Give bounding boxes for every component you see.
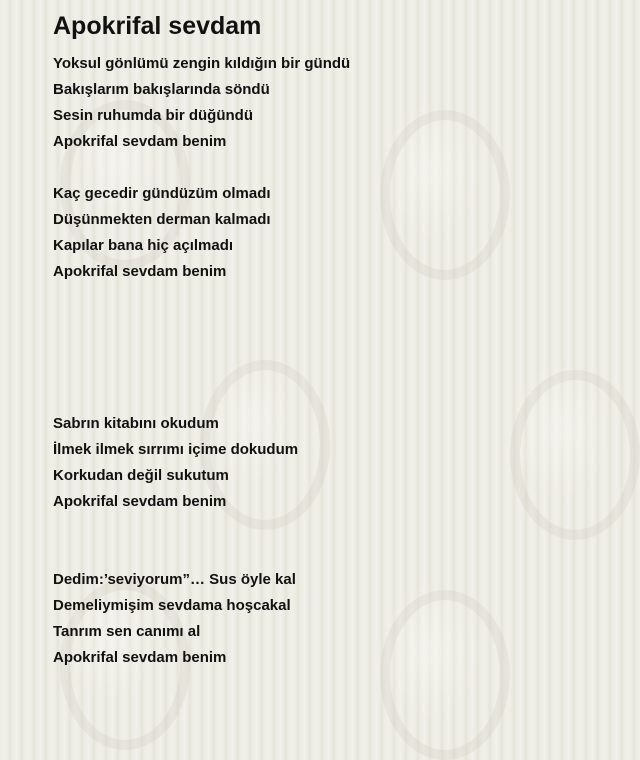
stanza-2 bbox=[53, 181, 271, 285]
background-damask-ornament bbox=[380, 590, 510, 760]
stanza-3 bbox=[53, 411, 298, 515]
poem-line: Düşünmekten derman kalmadı bbox=[53, 211, 271, 228]
poem-title: Apokrifal sevdam bbox=[53, 12, 262, 40]
poem-line: Bakışlarım bakışlarında söndü bbox=[53, 81, 270, 98]
poem-line: Yoksul gönlümü zengin kıldığın bir gündü bbox=[53, 55, 351, 72]
poem-line: Kapılar bana hiç açılmadı bbox=[53, 237, 234, 254]
poem-line: Dedim:’seviyorum”… Sus öyle kal bbox=[53, 571, 296, 588]
background-damask-ornament bbox=[510, 370, 640, 540]
poem-refrain: Apokrifal sevdam benim bbox=[53, 649, 227, 666]
poem-refrain: Apokrifal sevdam benim bbox=[53, 133, 227, 150]
poem-line: Sabrın kitabını okudum bbox=[53, 415, 219, 432]
poem-line: Demeliymişim sevdama hoşcakal bbox=[53, 597, 291, 614]
poem-refrain: Apokrifal sevdam benim bbox=[53, 493, 227, 510]
poem-line: Sesin ruhumda bir düğündü bbox=[53, 107, 253, 124]
poem-line: Kaç gecedir gündüzüm olmadı bbox=[53, 185, 271, 202]
poem bbox=[53, 10, 613, 666]
stanza-4 bbox=[53, 567, 296, 671]
stanza-1 bbox=[53, 51, 350, 155]
poem-line: İlmek ilmek sırrımı içime dokudum bbox=[53, 441, 299, 458]
poem-refrain: Apokrifal sevdam benim bbox=[53, 263, 227, 280]
poem-line: Korkudan değil sukutum bbox=[53, 467, 229, 484]
background-damask-ornament bbox=[380, 110, 510, 280]
poem-line: Tanrım sen canımı al bbox=[53, 623, 201, 640]
